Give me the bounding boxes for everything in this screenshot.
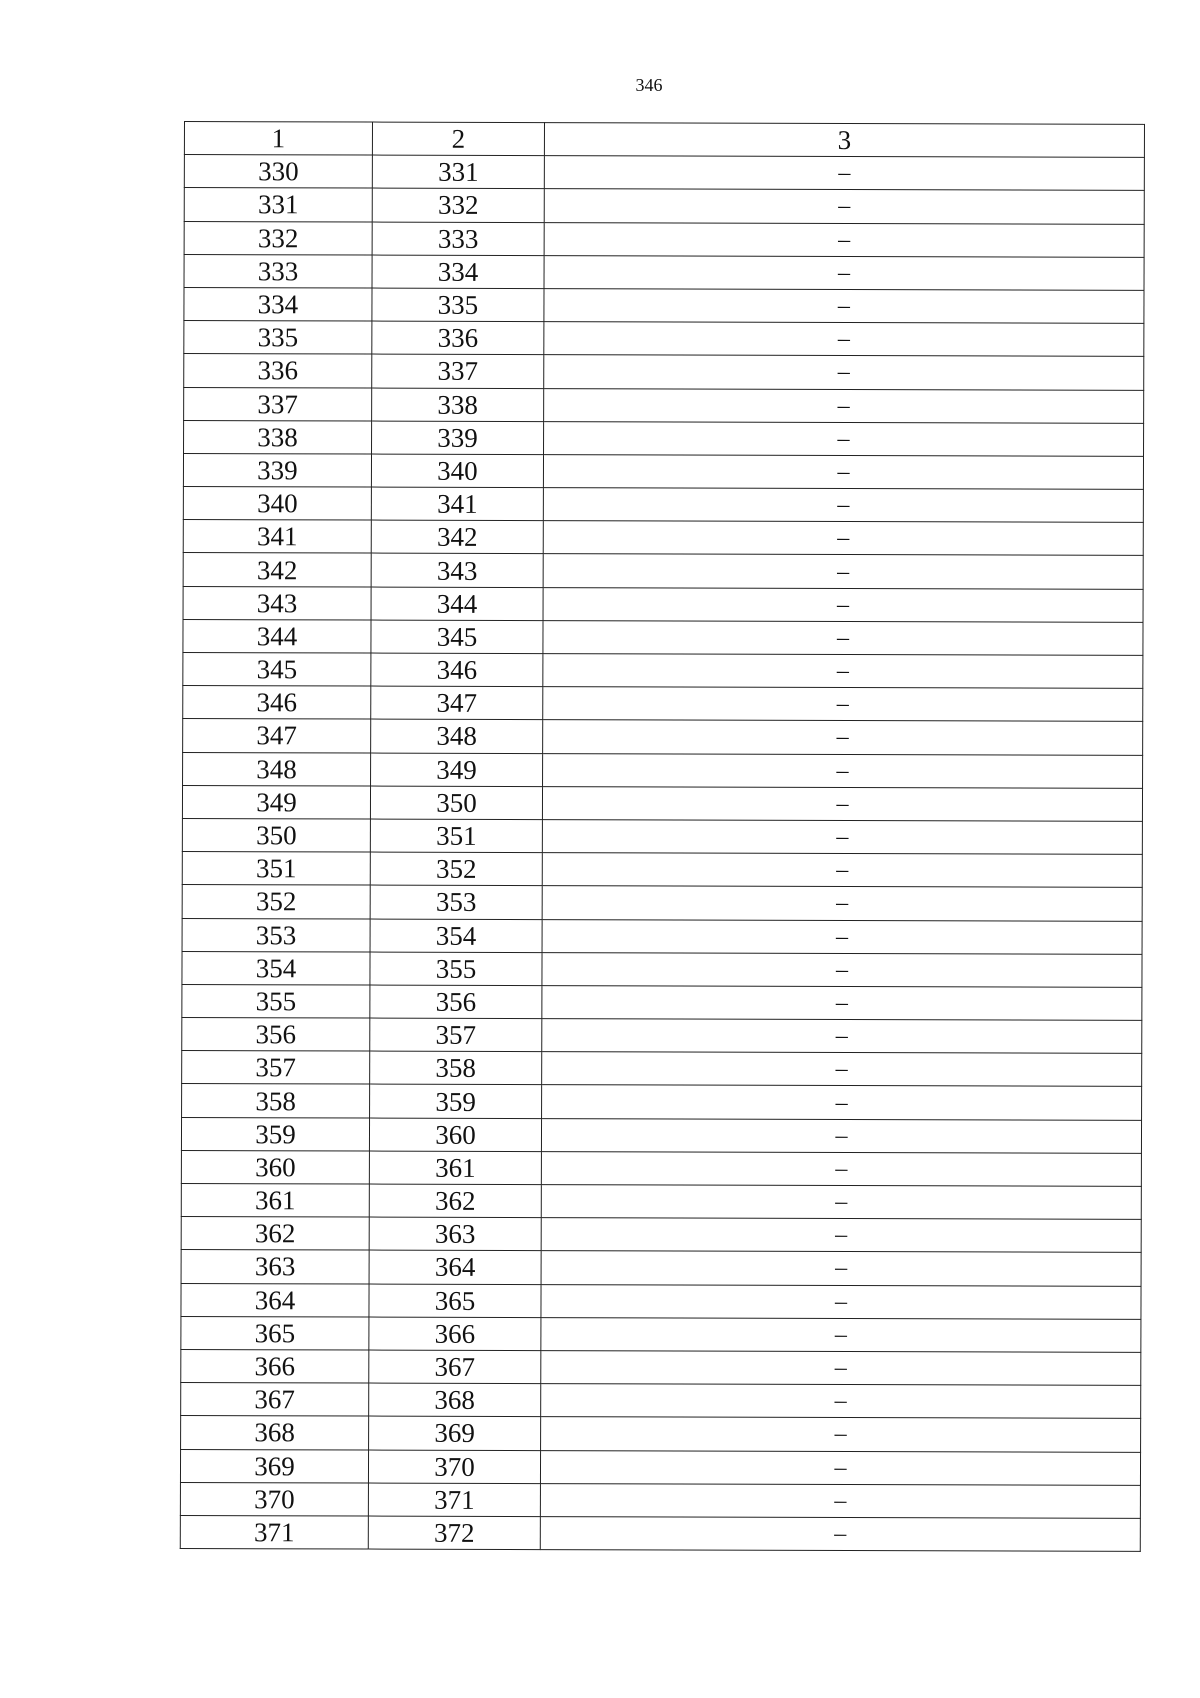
table-row	[180, 1482, 1140, 1518]
table-row	[184, 420, 1144, 456]
cell-col-2: 370	[368, 1450, 540, 1484]
cell-col-3: –	[542, 853, 1142, 888]
header-cell-col-2: 2	[372, 122, 544, 156]
table-row	[182, 1018, 1142, 1054]
cell-col-2: 346	[371, 653, 543, 687]
cell-col-1: 365	[181, 1316, 369, 1350]
table-row	[183, 553, 1143, 589]
cell-col-2: 350	[370, 786, 542, 820]
cell-col-2: 361	[369, 1151, 541, 1185]
table-row	[181, 1383, 1141, 1419]
cell-col-2: 368	[369, 1383, 541, 1417]
cell-col-1: 371	[180, 1515, 368, 1549]
cell-col-1: 348	[183, 752, 371, 786]
cell-col-3: –	[541, 1384, 1141, 1419]
header-cell-col-3: 3	[544, 123, 1144, 158]
cell-col-1: 353	[182, 918, 370, 952]
cell-col-1: 346	[183, 686, 371, 720]
table-row	[184, 354, 1144, 390]
cell-col-1: 349	[182, 785, 370, 819]
cell-col-2: 348	[371, 719, 543, 753]
cell-col-1: 358	[182, 1084, 370, 1118]
cell-col-2: 342	[371, 520, 543, 554]
cell-col-3: –	[541, 1151, 1141, 1186]
cell-col-2: 360	[369, 1118, 541, 1152]
cell-col-3: –	[543, 488, 1143, 523]
cell-col-2: 369	[369, 1416, 541, 1450]
page-number: 346	[635, 75, 663, 95]
cell-col-1: 363	[181, 1250, 369, 1284]
table-row	[184, 254, 1144, 290]
cell-col-3: –	[540, 1450, 1140, 1485]
cell-col-2: 352	[370, 852, 542, 886]
table-row	[181, 1117, 1141, 1153]
table-row	[184, 155, 1144, 191]
cell-col-1: 341	[183, 520, 371, 554]
cell-col-1: 332	[184, 221, 372, 255]
cell-col-3: –	[544, 322, 1144, 357]
cell-col-2: 363	[369, 1217, 541, 1251]
cell-col-3: –	[541, 1118, 1141, 1153]
cell-col-3: –	[540, 1483, 1140, 1518]
table-row	[181, 1416, 1141, 1452]
cell-col-1: 362	[181, 1217, 369, 1251]
table-row	[181, 1183, 1141, 1219]
cell-col-2: 364	[369, 1250, 541, 1284]
table-row	[182, 1084, 1142, 1120]
table-row	[184, 321, 1144, 357]
cell-col-1: 369	[180, 1449, 368, 1483]
cell-col-3: –	[541, 1185, 1141, 1220]
cell-col-1: 330	[184, 155, 372, 189]
table-row	[181, 1349, 1141, 1385]
cell-col-1: 361	[181, 1183, 369, 1217]
table-row	[180, 1449, 1140, 1485]
cell-col-2: 354	[370, 919, 542, 953]
cell-col-1: 357	[182, 1051, 370, 1085]
cell-col-3: –	[543, 454, 1143, 489]
table-row	[183, 652, 1143, 688]
cell-col-2: 347	[371, 686, 543, 720]
table-row	[182, 852, 1142, 888]
cell-col-1: 359	[181, 1117, 369, 1151]
cell-col-2: 332	[372, 188, 544, 222]
cell-col-2: 366	[369, 1317, 541, 1351]
cell-col-2: 357	[370, 1018, 542, 1052]
table-row	[182, 951, 1142, 987]
cell-col-3: –	[542, 886, 1142, 921]
table-row	[183, 453, 1143, 489]
cell-col-3: –	[543, 554, 1143, 589]
cell-col-1: 335	[184, 321, 372, 355]
table-row	[183, 520, 1143, 556]
cell-col-1: 351	[182, 852, 370, 886]
cell-col-3: –	[544, 222, 1144, 257]
cell-col-2: 349	[371, 753, 543, 787]
cell-col-3: –	[544, 156, 1144, 191]
table-row	[181, 1283, 1141, 1319]
cell-col-1: 344	[183, 619, 371, 653]
cell-col-3: –	[542, 985, 1142, 1020]
cell-col-1: 345	[183, 652, 371, 686]
cell-col-1: 343	[183, 586, 371, 620]
cell-col-1: 355	[182, 984, 370, 1018]
cell-col-2: 355	[370, 952, 542, 986]
table-row	[182, 984, 1142, 1020]
table-row	[180, 1515, 1140, 1551]
table-row	[183, 586, 1143, 622]
table-row	[181, 1217, 1141, 1253]
table-row	[184, 221, 1144, 257]
cell-col-1: 356	[182, 1018, 370, 1052]
cell-col-1: 364	[181, 1283, 369, 1317]
cell-col-3: –	[541, 1218, 1141, 1253]
cell-col-3: –	[542, 820, 1142, 855]
cell-col-2: 359	[370, 1084, 542, 1118]
cell-col-1: 334	[184, 287, 372, 321]
cell-col-3: –	[544, 388, 1144, 423]
cell-col-3: –	[542, 1019, 1142, 1054]
cell-col-3: –	[544, 355, 1144, 390]
cell-col-1: 333	[184, 254, 372, 288]
cell-col-2: 343	[371, 553, 543, 587]
cell-col-1: 366	[181, 1349, 369, 1383]
cell-col-2: 356	[370, 985, 542, 1019]
cell-col-2: 345	[371, 620, 543, 654]
cell-col-3: –	[542, 1085, 1142, 1120]
cell-col-2: 371	[368, 1483, 540, 1517]
cell-col-3: –	[544, 421, 1144, 456]
cell-col-2: 340	[371, 454, 543, 488]
cell-col-1: 331	[184, 188, 372, 222]
table-row	[183, 487, 1143, 523]
cell-col-1: 336	[184, 354, 372, 388]
cell-col-3: –	[543, 753, 1143, 788]
cell-col-1: 337	[184, 387, 372, 421]
cell-col-2: 338	[372, 388, 544, 422]
cell-col-3: –	[543, 521, 1143, 556]
cell-col-1: 368	[181, 1416, 369, 1450]
cell-col-1: 347	[183, 719, 371, 753]
table-row	[182, 1051, 1142, 1087]
cell-col-1: 370	[180, 1482, 368, 1516]
cell-col-2: 358	[370, 1051, 542, 1085]
table-row	[182, 918, 1142, 954]
cell-col-2: 362	[369, 1184, 541, 1218]
cell-col-2: 341	[371, 487, 543, 521]
table-header-row	[184, 122, 1144, 158]
cell-col-1: 338	[184, 420, 372, 454]
table-row	[181, 1250, 1141, 1286]
cell-col-1: 339	[183, 453, 371, 487]
cell-col-3: –	[542, 786, 1142, 821]
cell-col-1: 340	[183, 487, 371, 521]
cell-col-1: 367	[181, 1383, 369, 1417]
cell-col-3: –	[543, 720, 1143, 755]
cell-col-3: –	[543, 587, 1143, 622]
cell-col-2: 351	[370, 819, 542, 853]
cell-col-3: –	[543, 620, 1143, 655]
data-table	[180, 121, 1145, 1552]
table-row	[182, 785, 1142, 821]
cell-col-3: –	[540, 1516, 1140, 1551]
table-body	[180, 122, 1144, 1552]
cell-col-1: 360	[181, 1150, 369, 1184]
cell-col-3: –	[541, 1317, 1141, 1352]
cell-col-2: 339	[372, 421, 544, 455]
table-row	[183, 752, 1143, 788]
cell-col-2: 353	[370, 885, 542, 919]
cell-col-1: 342	[183, 553, 371, 587]
cell-col-2: 367	[369, 1350, 541, 1384]
cell-col-3: –	[543, 687, 1143, 722]
cell-col-3: –	[542, 919, 1142, 954]
cell-col-3: –	[541, 1284, 1141, 1319]
cell-col-2: 337	[372, 354, 544, 388]
cell-col-2: 336	[372, 321, 544, 355]
cell-col-2: 331	[372, 155, 544, 189]
cell-col-3: –	[541, 1417, 1141, 1452]
table-row	[183, 719, 1143, 755]
table-row	[184, 287, 1144, 323]
cell-col-2: 344	[371, 587, 543, 621]
header-cell-col-1: 1	[184, 122, 372, 156]
table-row	[181, 1316, 1141, 1352]
cell-col-3: –	[541, 1351, 1141, 1386]
table-row	[183, 686, 1143, 722]
cell-col-2: 333	[372, 222, 544, 256]
cell-col-3: –	[542, 952, 1142, 987]
cell-col-3: –	[544, 289, 1144, 324]
table-row	[184, 188, 1144, 224]
cell-col-3: –	[541, 1251, 1141, 1286]
table-row	[182, 818, 1142, 854]
table-row	[183, 619, 1143, 655]
table-row	[181, 1150, 1141, 1186]
cell-col-3: –	[544, 189, 1144, 224]
cell-col-3: –	[543, 654, 1143, 689]
cell-col-1: 354	[182, 951, 370, 985]
table-row	[182, 885, 1142, 921]
cell-col-1: 352	[182, 885, 370, 919]
cell-col-2: 372	[368, 1516, 540, 1550]
cell-col-3: –	[542, 1052, 1142, 1087]
table-row	[184, 387, 1144, 423]
cell-col-3: –	[544, 255, 1144, 290]
cell-col-2: 334	[372, 255, 544, 289]
cell-col-2: 365	[369, 1284, 541, 1318]
cell-col-2: 335	[372, 288, 544, 322]
cell-col-1: 350	[182, 818, 370, 852]
